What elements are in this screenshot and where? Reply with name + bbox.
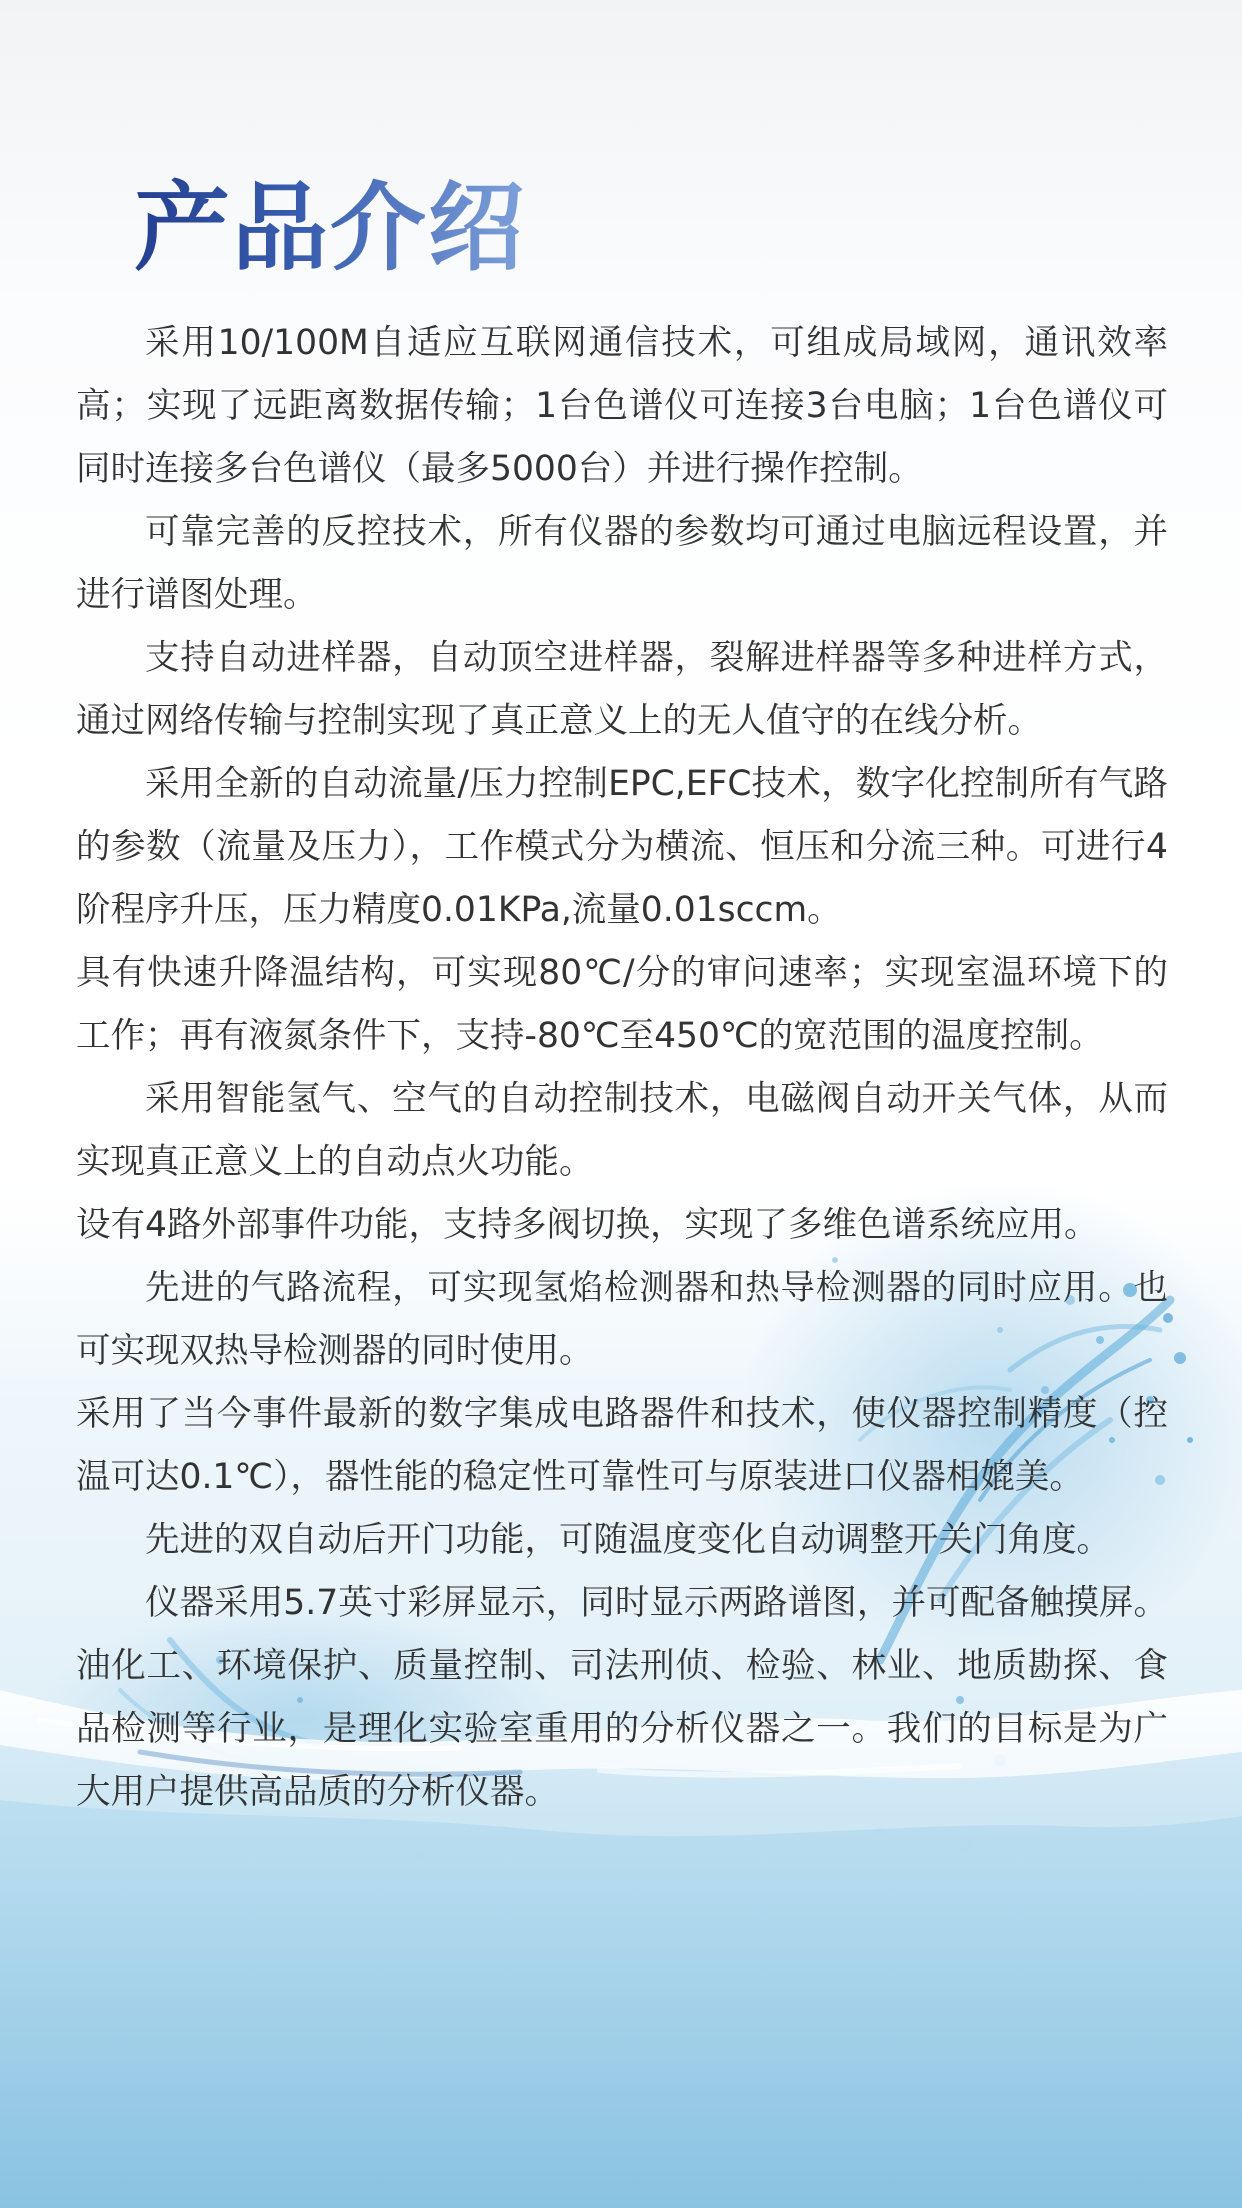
paragraph-external-events: 设有4路外部事件功能，支持多阀切换，实现了多维色谱系统应用。 <box>76 1205 1099 1245</box>
paragraph-flow-pressure: 采用全新的自动流量/压力控制EPC,EFC技术，数字化控制所有气路的参数（流量及压力），工作模式分为横流、恒压和分流三种。可进行4阶程序升压，压力精度0.01KPa,流量0.01sccm。 <box>76 764 1168 930</box>
paragraph-gas-flow: 先进的气路流程，可实现氢焰检测器和热导检测器的同时应用。也可实现双热导检测器的同时使用。 <box>76 1268 1168 1371</box>
page-title: 产品介绍 <box>134 168 526 288</box>
paragraph-digital-circuits: 采用了当今事件最新的数字集成电路器件和技术，使仪器控制精度（控温可达0.1℃），器性能的稳定性可靠性可与原装进口仪器相媲美。 <box>76 1394 1168 1497</box>
paragraph-temperature: 具有快速升降温结构，可实现80℃/分的审问速率；实现室温环境下的工作；再有液氮条件下，支持-80℃至450℃的宽范围的温度控制。 <box>76 953 1168 1056</box>
paragraph-network: 采用10/100M自适应互联网通信技术，可组成局域网，通讯效率高；实现了远距离数据传输；1台色谱仪可连接3台电脑；1台色谱仪可同时连接多台色谱仪（最多5000台）并进行操作控制。 <box>76 323 1168 489</box>
intro-content <box>76 312 1168 1824</box>
paragraph-remote-control: 可靠完善的反控技术，所有仪器的参数均可通过电脑远程设置，并进行谱图处理。 <box>76 512 1168 615</box>
paragraph-samplers: 支持自动进样器，自动顶空进样器，裂解进样器等多种进样方式，通过网络传输与控制实现了真正意义上的无人值守的在线分析。 <box>76 638 1168 741</box>
paragraph-ignition: 采用智能氢气、空气的自动控制技术，电磁阀自动开关气体，从而实现真正意义上的自动点火功能。 <box>76 1079 1168 1182</box>
paragraph-oven-door: 先进的双自动后开门功能，可随温度变化自动调整开关门角度。 <box>145 1520 1111 1560</box>
paragraph-display-applications: 仪器采用5.7英寸彩屏显示，同时显示两路谱图，并可配备触摸屏。油化工、环境保护、质量控制、司法刑侦、检验、林业、地质勘探、食品检测等行业，是理化实验室重用的分析仪器之一。我们的目标是为广大用户提供高品质的分析仪器。 <box>76 1583 1168 1812</box>
